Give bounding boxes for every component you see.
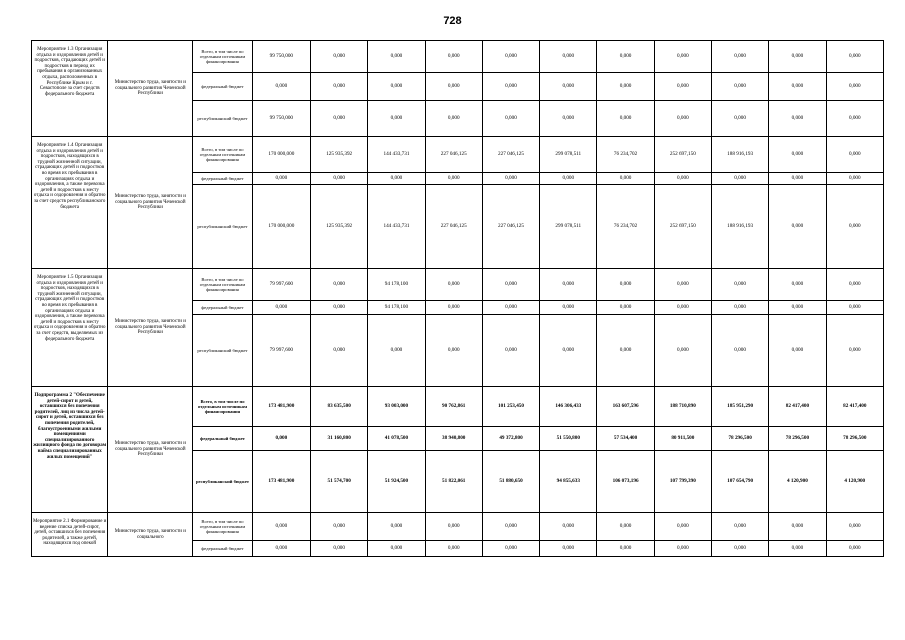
amount-cell: 0,000: [769, 513, 826, 541]
amount-cell: 0,000: [597, 173, 654, 185]
amount-cell: 0,000: [597, 41, 654, 73]
amount-cell: 0,000: [482, 73, 539, 101]
amount-cell: 94 178,100: [368, 301, 425, 315]
measure-name-cell: Мероприятие 1.4 Организация отдыха и оздоровления детей и подростков, находящихся в трудной жизненной ситуации, страдающих детей и подростков во время их пребывания в организациях отдыха и оздоровления, а также перевозка детей и подростков к месту отдыха и оздоровления и обратно за счет средств республиканского бюджета: [32, 137, 108, 269]
amount-cell: 51 550,800: [540, 427, 597, 451]
amount-cell: 0,000: [252, 541, 310, 557]
funding-source-cell: Всего, в том числе по отдельным источникам финансирования: [193, 41, 252, 73]
amount-cell: 227 046,125: [482, 185, 539, 269]
budget-table: [31, 40, 884, 557]
funding-source-cell: Всего, в том числе по отдельным источникам финансирования: [193, 387, 252, 427]
amount-cell: 57 534,400: [597, 427, 654, 451]
amount-cell: 78 296,500: [769, 427, 826, 451]
amount-cell: 0,000: [654, 269, 711, 301]
amount-cell: 107 799,390: [654, 451, 711, 513]
amount-cell: 0,000: [826, 269, 883, 301]
measure-name-cell: Подпрограмма 2 "Обеспечение детей-сирот и детей, оставшихся без попечения родителей, лиц из числа детей-сирот и детей, оставшихся без попечения родителей, благоустроенными жилыми помещениями специализированного жилищного фонда по договорам найма специализированных жилых помещений": [32, 387, 108, 513]
amount-cell: 0,000: [711, 315, 768, 387]
amount-cell: 144 433,731: [368, 137, 425, 173]
amount-cell: 125 935,392: [311, 185, 368, 269]
amount-cell: 0,000: [711, 173, 768, 185]
amount-cell: 51 880,650: [482, 451, 539, 513]
amount-cell: 0,000: [826, 73, 883, 101]
amount-cell: 0,000: [769, 41, 826, 73]
executor-cell: Министерство труда, занятости и социального развития Чеченской Республики: [108, 41, 193, 137]
amount-cell: 0,000: [654, 173, 711, 185]
amount-cell: 0,000: [482, 301, 539, 315]
amount-cell: 0,000: [597, 101, 654, 137]
amount-cell: 188 916,193: [711, 185, 768, 269]
amount-cell: 51 822,061: [425, 451, 482, 513]
amount-cell: 0,000: [425, 101, 482, 137]
amount-cell: 0,000: [711, 301, 768, 315]
amount-cell: 0,000: [425, 513, 482, 541]
amount-cell: 0,000: [311, 73, 368, 101]
amount-cell: 125 935,392: [311, 137, 368, 173]
table-row: [32, 41, 884, 73]
amount-cell: 0,000: [597, 541, 654, 557]
amount-cell: 252 697,150: [654, 185, 711, 269]
amount-cell: 0,000: [597, 315, 654, 387]
amount-cell: 170 000,000: [252, 185, 310, 269]
amount-cell: 78 296,500: [711, 427, 768, 451]
amount-cell: 0,000: [540, 41, 597, 73]
executor-cell: Министерство труда, занятости и социального развития Чеченской Республики: [108, 387, 193, 513]
amount-cell: 4 120,900: [826, 451, 883, 513]
amount-cell: 299 078,511: [540, 137, 597, 173]
amount-cell: 227 046,125: [425, 137, 482, 173]
amount-cell: 0,000: [597, 73, 654, 101]
funding-source-cell: федеральный бюджет: [193, 173, 252, 185]
amount-cell: 0,000: [711, 101, 768, 137]
amount-cell: 78 296,500: [826, 427, 883, 451]
amount-cell: 0,000: [252, 513, 310, 541]
amount-cell: 0,000: [540, 301, 597, 315]
funding-source-cell: федеральный бюджет: [193, 73, 252, 101]
amount-cell: 0,000: [654, 315, 711, 387]
amount-cell: 4 120,900: [769, 451, 826, 513]
amount-cell: 0,000: [711, 73, 768, 101]
amount-cell: 0,000: [826, 185, 883, 269]
amount-cell: 0,000: [311, 513, 368, 541]
amount-cell: 0,000: [711, 269, 768, 301]
table-row: [32, 387, 884, 427]
measure-name-cell: Мероприятие 1.3 Организация отдыха и оздоровления детей и подростков, страдающих детей и подростков в период их пребывания в организованных отдыха, расположенных в Республике Крым и г. Севастополе за счет средств федерального бюджета: [32, 41, 108, 137]
amount-cell: 163 607,596: [597, 387, 654, 427]
amount-cell: 0,000: [826, 101, 883, 137]
amount-cell: 0,000: [368, 173, 425, 185]
amount-cell: 170 000,000: [252, 137, 310, 173]
amount-cell: 0,000: [368, 541, 425, 557]
amount-cell: 0,000: [540, 73, 597, 101]
measure-name-cell: Мероприятие 1.5 Организация отдыха и оздоровления детей и подростков, находящихся в трудной жизненной ситуации, страдающих детей и подростков во время их пребывания в организациях отдыха и оздоровления, а также перевозка детей и подростков к месту отдыха и оздоровления и обратно за счет средств, выделяемых из федерального бюджета: [32, 269, 108, 387]
table-row: [32, 269, 884, 301]
amount-cell: 173 481,900: [252, 387, 310, 427]
amount-cell: 76 234,702: [597, 137, 654, 173]
amount-cell: 0,000: [826, 513, 883, 541]
amount-cell: 0,000: [311, 41, 368, 73]
amount-cell: 0,000: [425, 173, 482, 185]
amount-cell: 227 046,125: [482, 137, 539, 173]
amount-cell: 0,000: [826, 137, 883, 173]
amount-cell: 0,000: [769, 185, 826, 269]
amount-cell: 0,000: [654, 41, 711, 73]
executor-cell: Министерство труда, занятости и социального: [108, 513, 193, 557]
amount-cell: 0,000: [482, 513, 539, 541]
amount-cell: 0,000: [769, 73, 826, 101]
amount-cell: 0,000: [425, 541, 482, 557]
amount-cell: 51 574,700: [311, 451, 368, 513]
funding-source-cell: федеральный бюджет: [193, 541, 252, 557]
amount-cell: 93 003,000: [368, 387, 425, 427]
amount-cell: 227 046,125: [425, 185, 482, 269]
amount-cell: 38 940,800: [425, 427, 482, 451]
amount-cell: 82 417,400: [826, 387, 883, 427]
amount-cell: 0,000: [711, 541, 768, 557]
amount-cell: 0,000: [769, 315, 826, 387]
amount-cell: 0,000: [540, 101, 597, 137]
executor-cell: Министерство труда, занятости и социального развития Чеченской Республики: [108, 269, 193, 387]
amount-cell: 0,000: [252, 73, 310, 101]
amount-cell: 0,000: [769, 137, 826, 173]
amount-cell: 0,000: [540, 513, 597, 541]
amount-cell: 49 372,800: [482, 427, 539, 451]
amount-cell: 0,000: [425, 41, 482, 73]
amount-cell: 79 997,600: [252, 269, 310, 301]
amount-cell: 0,000: [826, 315, 883, 387]
amount-cell: 99 750,000: [252, 101, 310, 137]
page-number: 728: [443, 15, 462, 27]
funding-source-cell: федеральный бюджет: [193, 301, 252, 315]
amount-cell: 0,000: [769, 541, 826, 557]
measure-name-cell: Мероприятие 2.1 Формирование и ведение списка детей-сирот, детей, оставшихся без попечения родителей, а также детей, находящихся под опекой: [32, 513, 108, 557]
amount-cell: 0,000: [482, 101, 539, 137]
amount-cell: 0,000: [597, 301, 654, 315]
amount-cell: 146 306,433: [540, 387, 597, 427]
amount-cell: 0,000: [540, 173, 597, 185]
funding-source-cell: федеральный бюджет: [193, 427, 252, 451]
funding-source-cell: Всего, в том числе по отдельным источникам финансирования: [193, 269, 252, 301]
amount-cell: 80 911,500: [654, 427, 711, 451]
amount-cell: 82 417,400: [769, 387, 826, 427]
amount-cell: 0,000: [654, 73, 711, 101]
amount-cell: 252 697,150: [654, 137, 711, 173]
amount-cell: 83 635,500: [311, 387, 368, 427]
amount-cell: 0,000: [425, 301, 482, 315]
amount-cell: 0,000: [368, 315, 425, 387]
amount-cell: 0,000: [482, 541, 539, 557]
amount-cell: 0,000: [482, 41, 539, 73]
amount-cell: 0,000: [482, 269, 539, 301]
amount-cell: 0,000: [368, 73, 425, 101]
amount-cell: 0,000: [311, 541, 368, 557]
amount-cell: 0,000: [540, 315, 597, 387]
amount-cell: 0,000: [482, 173, 539, 185]
amount-cell: 0,000: [654, 513, 711, 541]
funding-source-cell: республиканский бюджет: [193, 101, 252, 137]
amount-cell: 94 855,633: [540, 451, 597, 513]
amount-cell: 0,000: [826, 301, 883, 315]
amount-cell: 0,000: [597, 513, 654, 541]
amount-cell: 99 750,000: [252, 41, 310, 73]
amount-cell: 0,000: [826, 173, 883, 185]
table-row: [32, 137, 884, 173]
amount-cell: 0,000: [425, 73, 482, 101]
amount-cell: 0,000: [311, 315, 368, 387]
amount-cell: 173 481,900: [252, 451, 310, 513]
amount-cell: 0,000: [769, 173, 826, 185]
funding-source-cell: республиканский бюджет: [193, 451, 252, 513]
amount-cell: 0,000: [311, 173, 368, 185]
funding-source-cell: Всего, в том числе по отдельным источникам финансирования: [193, 513, 252, 541]
executor-cell: Министерство труда, занятости и социального развития Чеченской Республики: [108, 137, 193, 269]
amount-cell: 0,000: [252, 301, 310, 315]
amount-cell: 90 762,861: [425, 387, 482, 427]
amount-cell: 0,000: [540, 541, 597, 557]
amount-cell: 0,000: [425, 269, 482, 301]
amount-cell: 0,000: [368, 41, 425, 73]
amount-cell: 0,000: [826, 541, 883, 557]
funding-source-cell: республиканский бюджет: [193, 315, 252, 387]
amount-cell: 0,000: [711, 41, 768, 73]
amount-cell: 0,000: [311, 101, 368, 137]
amount-cell: 0,000: [252, 427, 310, 451]
amount-cell: 76 234,702: [597, 185, 654, 269]
amount-cell: 41 078,500: [368, 427, 425, 451]
amount-cell: 0,000: [540, 269, 597, 301]
amount-cell: 94 178,100: [368, 269, 425, 301]
amount-cell: 0,000: [311, 301, 368, 315]
amount-cell: 0,000: [482, 315, 539, 387]
amount-cell: 185 951,290: [711, 387, 768, 427]
amount-cell: 31 160,800: [311, 427, 368, 451]
amount-cell: 144 433,731: [368, 185, 425, 269]
amount-cell: 0,000: [368, 513, 425, 541]
amount-cell: 0,000: [425, 315, 482, 387]
amount-cell: 0,000: [711, 513, 768, 541]
amount-cell: 107 654,790: [711, 451, 768, 513]
amount-cell: 0,000: [597, 269, 654, 301]
amount-cell: 299 078,511: [540, 185, 597, 269]
table-row: [32, 513, 884, 541]
amount-cell: 0,000: [654, 101, 711, 137]
amount-cell: 0,000: [368, 101, 425, 137]
amount-cell: 0,000: [252, 173, 310, 185]
funding-source-cell: Всего, в том числе по отдельным источникам финансирования: [193, 137, 252, 173]
amount-cell: 0,000: [769, 269, 826, 301]
amount-cell: 0,000: [769, 301, 826, 315]
amount-cell: 188 916,193: [711, 137, 768, 173]
amount-cell: 0,000: [654, 301, 711, 315]
amount-cell: 51 924,500: [368, 451, 425, 513]
amount-cell: 79 997,600: [252, 315, 310, 387]
amount-cell: 0,000: [311, 269, 368, 301]
amount-cell: 101 253,450: [482, 387, 539, 427]
amount-cell: 0,000: [654, 541, 711, 557]
amount-cell: 188 710,890: [654, 387, 711, 427]
amount-cell: 0,000: [769, 101, 826, 137]
funding-source-cell: республиканский бюджет: [193, 185, 252, 269]
amount-cell: 0,000: [826, 41, 883, 73]
amount-cell: 106 073,196: [597, 451, 654, 513]
budget-table-sheet: [31, 40, 884, 564]
